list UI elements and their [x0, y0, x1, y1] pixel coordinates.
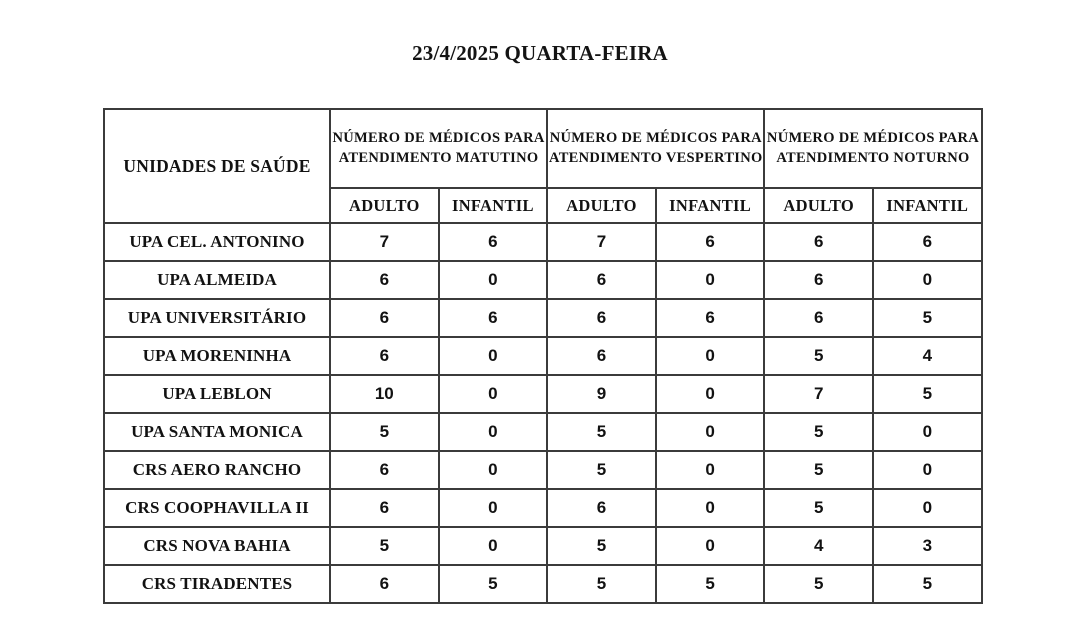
- count-cell: 4: [764, 527, 873, 565]
- table-row: [104, 261, 982, 299]
- count-cell: 7: [764, 375, 873, 413]
- subheader-vespertino-adulto: ADULTO: [547, 188, 656, 223]
- count-cell: 5: [764, 489, 873, 527]
- header-unidades-de-saude: UNIDADES DE SAÚDE: [104, 109, 330, 223]
- page-title: 23/4/2025 QUARTA-FEIRA: [412, 41, 668, 65]
- count-cell: 0: [439, 527, 548, 565]
- table-row: [104, 413, 982, 451]
- count-cell: 6: [547, 337, 656, 375]
- count-cell: 5: [764, 565, 873, 603]
- count-cell: 6: [330, 565, 439, 603]
- count-cell: 0: [656, 527, 765, 565]
- table-header: [104, 109, 982, 223]
- count-cell: 0: [656, 337, 765, 375]
- count-cell: 6: [439, 299, 548, 337]
- count-cell: 6: [764, 261, 873, 299]
- count-cell: 6: [330, 451, 439, 489]
- count-cell: 3: [873, 527, 982, 565]
- count-cell: 6: [330, 489, 439, 527]
- subheader-matutino-adulto: ADULTO: [330, 188, 439, 223]
- count-cell: 6: [547, 261, 656, 299]
- subheader-noturno-adulto: ADULTO: [764, 188, 873, 223]
- count-cell: 0: [439, 451, 548, 489]
- unit-name-cell: UPA UNIVERSITÁRIO: [104, 299, 330, 337]
- count-cell: 5: [547, 451, 656, 489]
- table-row: [104, 299, 982, 337]
- count-cell: 0: [873, 451, 982, 489]
- count-cell: 0: [656, 489, 765, 527]
- count-cell: 0: [873, 261, 982, 299]
- count-cell: 6: [439, 223, 548, 261]
- count-cell: 7: [330, 223, 439, 261]
- count-cell: 9: [547, 375, 656, 413]
- count-cell: 10: [330, 375, 439, 413]
- table-body: [104, 223, 982, 603]
- count-cell: 6: [656, 223, 765, 261]
- count-cell: 5: [764, 451, 873, 489]
- schedule-table-container: [103, 108, 982, 604]
- header-shift-vespertino: NÚMERO DE MÉDICOS PARA ATENDIMENTO VESPERTINO: [547, 109, 764, 188]
- count-cell: 0: [656, 451, 765, 489]
- count-cell: 5: [656, 565, 765, 603]
- count-cell: 6: [330, 261, 439, 299]
- count-cell: 6: [764, 299, 873, 337]
- header-shift-noturno: NÚMERO DE MÉDICOS PARA ATENDIMENTO NOTURNO: [764, 109, 981, 188]
- unit-name-cell: CRS AERO RANCHO: [104, 451, 330, 489]
- count-cell: 5: [873, 375, 982, 413]
- count-cell: 6: [547, 299, 656, 337]
- count-cell: 6: [873, 223, 982, 261]
- unit-name-cell: CRS NOVA BAHIA: [104, 527, 330, 565]
- count-cell: 7: [547, 223, 656, 261]
- count-cell: 5: [547, 413, 656, 451]
- table-row: [104, 337, 982, 375]
- subheader-vespertino-infantil: INFANTIL: [656, 188, 765, 223]
- table-row: [104, 565, 982, 603]
- table-row: [104, 451, 982, 489]
- count-cell: 0: [656, 375, 765, 413]
- table-row: [104, 375, 982, 413]
- count-cell: 0: [439, 261, 548, 299]
- unit-name-cell: UPA CEL. ANTONINO: [104, 223, 330, 261]
- subheader-matutino-infantil: INFANTIL: [439, 188, 548, 223]
- count-cell: 5: [764, 337, 873, 375]
- count-cell: 6: [547, 489, 656, 527]
- count-cell: 5: [330, 527, 439, 565]
- count-cell: 0: [439, 413, 548, 451]
- count-cell: 0: [656, 413, 765, 451]
- table-row: [104, 527, 982, 565]
- header-shift-matutino: NÚMERO DE MÉDICOS PARA ATENDIMENTO MATUTINO: [330, 109, 547, 188]
- count-cell: 0: [439, 375, 548, 413]
- count-cell: 4: [873, 337, 982, 375]
- count-cell: 0: [873, 489, 982, 527]
- subheader-noturno-infantil: INFANTIL: [873, 188, 982, 223]
- unit-name-cell: UPA LEBLON: [104, 375, 330, 413]
- count-cell: 6: [330, 299, 439, 337]
- count-cell: 5: [547, 527, 656, 565]
- table-row: [104, 489, 982, 527]
- count-cell: 6: [764, 223, 873, 261]
- unit-name-cell: UPA MORENINHA: [104, 337, 330, 375]
- count-cell: 0: [439, 337, 548, 375]
- header-row-shifts: [104, 109, 982, 188]
- unit-name-cell: UPA ALMEIDA: [104, 261, 330, 299]
- table-row: [104, 223, 982, 261]
- unit-name-cell: UPA SANTA MONICA: [104, 413, 330, 451]
- count-cell: 0: [873, 413, 982, 451]
- unit-name-cell: CRS TIRADENTES: [104, 565, 330, 603]
- count-cell: 5: [873, 565, 982, 603]
- count-cell: 5: [873, 299, 982, 337]
- count-cell: 5: [547, 565, 656, 603]
- count-cell: 5: [439, 565, 548, 603]
- doctor-schedule-table: [103, 108, 983, 604]
- unit-name-cell: CRS COOPHAVILLA II: [104, 489, 330, 527]
- count-cell: 0: [439, 489, 548, 527]
- count-cell: 6: [330, 337, 439, 375]
- count-cell: 5: [330, 413, 439, 451]
- count-cell: 5: [764, 413, 873, 451]
- count-cell: 0: [656, 261, 765, 299]
- count-cell: 6: [656, 299, 765, 337]
